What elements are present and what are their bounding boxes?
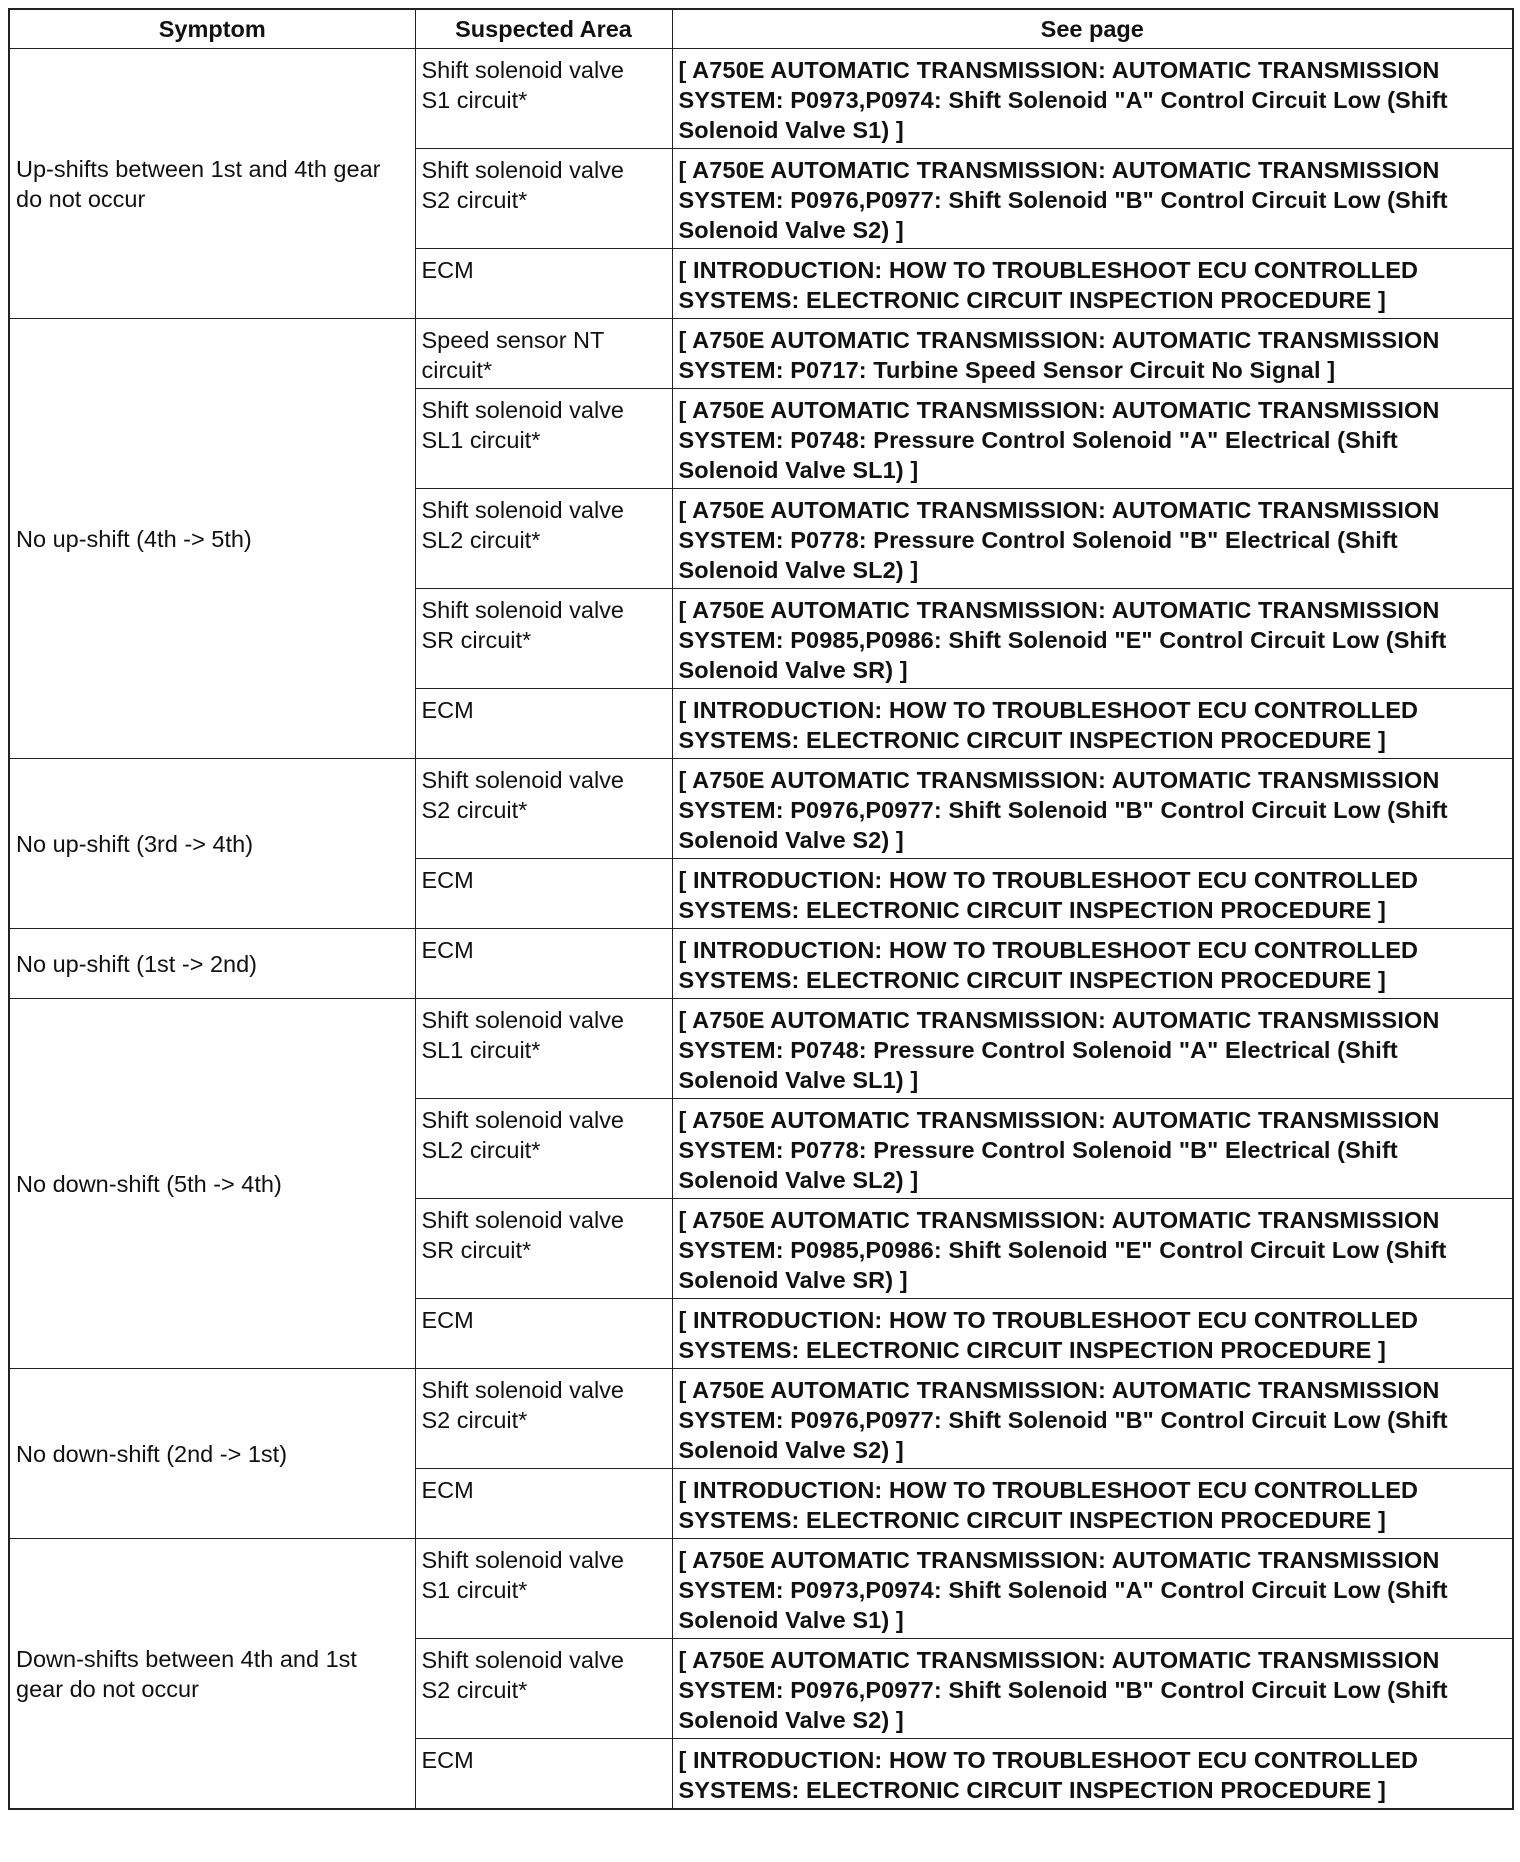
suspected-area-cell [415,1099,672,1199]
see-page-text: Solenoid Valve SR) ] [678,1267,908,1293]
see-page-text: Solenoid Valve S2) ] [678,1707,904,1733]
see-page-text: Solenoid Valve S1) ] [678,117,904,143]
symptom-cell [9,319,415,759]
see-page-link[interactable] [672,1639,1513,1739]
suspected-area-cell [415,1299,672,1369]
suspected-area-cell [415,389,672,489]
see-page-text: [ A750E AUTOMATIC TRANSMISSION: AUTOMATIC TRANSMISSION [678,1647,1440,1673]
suspected-area-text: ECM [421,867,474,893]
see-page-link[interactable] [672,389,1513,489]
suspected-area-cell [415,1469,672,1539]
see-page-link[interactable] [672,49,1513,149]
suspected-area-text: S2 circuit* [421,1677,528,1703]
see-page-text: [ INTRODUCTION: HOW TO TROUBLESHOOT ECU CONTROLLED [678,937,1419,963]
suspected-area-text: Speed sensor NT [421,327,605,353]
see-page-text: [ A750E AUTOMATIC TRANSMISSION: AUTOMATIC TRANSMISSION [678,327,1440,353]
suspected-area-cell [415,859,672,929]
see-page-text: SYSTEM: P0976,P0977: Shift Solenoid "B" Control Circuit Low (Shift [678,1677,1448,1703]
see-page-link[interactable] [672,1539,1513,1639]
see-page-link[interactable] [672,1369,1513,1469]
suspected-area-cell [415,929,672,999]
see-page-link[interactable] [672,999,1513,1099]
suspected-area-text: SR circuit* [421,627,532,653]
see-page-text: [ INTRODUCTION: HOW TO TROUBLESHOOT ECU CONTROLLED [678,697,1419,723]
see-page-text: [ A750E AUTOMATIC TRANSMISSION: AUTOMATIC TRANSMISSION [678,57,1440,83]
see-page-link[interactable] [672,759,1513,859]
see-page-text: Solenoid Valve S2) ] [678,217,904,243]
see-page-text: [ A750E AUTOMATIC TRANSMISSION: AUTOMATIC TRANSMISSION [678,497,1440,523]
suspected-area-cell [415,759,672,859]
suspected-area-text: SL2 circuit* [421,527,541,553]
suspected-area-text: Shift solenoid valve [421,1207,624,1233]
see-page-link[interactable] [672,249,1513,319]
suspected-area-text: ECM [421,937,474,963]
see-page-text: Solenoid Valve SL1) ] [678,457,919,483]
suspected-area-text: Shift solenoid valve [421,397,624,423]
symptom-text: No up-shift (4th -> 5th) [16,525,252,552]
suspected-area-cell [415,1739,672,1810]
see-page-text: SYSTEM: P0748: Pressure Control Solenoid "A" Electrical (Shift [678,1037,1398,1063]
see-page-text: [ A750E AUTOMATIC TRANSMISSION: AUTOMATIC TRANSMISSION [678,397,1440,423]
suspected-area-cell [415,1199,672,1299]
suspected-area-text: ECM [421,697,474,723]
symptom-cell [9,49,415,319]
see-page-text: [ A750E AUTOMATIC TRANSMISSION: AUTOMATIC TRANSMISSION [678,1107,1440,1133]
see-page-text: Solenoid Valve S2) ] [678,827,904,853]
table-row [9,1369,1513,1469]
suspected-area-text: Shift solenoid valve [421,157,624,183]
see-page-text: SYSTEMS: ELECTRONIC CIRCUIT INSPECTION PROCEDURE ] [678,1337,1386,1363]
see-page-text: SYSTEMS: ELECTRONIC CIRCUIT INSPECTION PROCEDURE ] [678,1507,1386,1533]
table-row [9,999,1513,1099]
see-page-text: Solenoid Valve SL1) ] [678,1067,919,1093]
suspected-area-cell [415,249,672,319]
see-page-text: [ A750E AUTOMATIC TRANSMISSION: AUTOMATIC TRANSMISSION [678,597,1440,623]
suspected-area-text: S2 circuit* [421,797,528,823]
suspected-area-cell [415,489,672,589]
see-page-text: [ INTRODUCTION: HOW TO TROUBLESHOOT ECU CONTROLLED [678,1307,1419,1333]
see-page-text: [ A750E AUTOMATIC TRANSMISSION: AUTOMATIC TRANSMISSION [678,1207,1440,1233]
see-page-text: SYSTEM: P0778: Pressure Control Solenoid "B" Electrical (Shift [678,527,1398,553]
see-page-link[interactable] [672,1739,1513,1810]
symptom-text: No down-shift (5th -> 4th) [16,1170,282,1197]
see-page-text: SYSTEMS: ELECTRONIC CIRCUIT INSPECTION PROCEDURE ] [678,727,1386,753]
symptom-text: Down-shifts between 4th and 1st [16,1645,357,1672]
see-page-text: [ INTRODUCTION: HOW TO TROUBLESHOOT ECU CONTROLLED [678,257,1419,283]
see-page-link[interactable] [672,149,1513,249]
header-row [9,9,1513,49]
suspected-area-text: Shift solenoid valve [421,57,624,83]
suspected-area-text: Shift solenoid valve [421,1647,624,1673]
suspected-area-cell [415,999,672,1099]
suspected-area-text: Shift solenoid valve [421,597,624,623]
header-suspected-area: Suspected Area [415,9,672,49]
suspected-area-text: Shift solenoid valve [421,1107,624,1133]
see-page-link[interactable] [672,929,1513,999]
see-page-text: SYSTEM: P0976,P0977: Shift Solenoid "B" Control Circuit Low (Shift [678,187,1448,213]
symptom-text: do not occur [16,185,146,212]
suspected-area-text: ECM [421,1477,474,1503]
symptom-text: No down-shift (2nd -> 1st) [16,1440,288,1467]
symptom-text: No up-shift (1st -> 2nd) [16,950,257,977]
suspected-area-text: S1 circuit* [421,1577,528,1603]
header-see-page: See page [672,9,1513,49]
symptom-cell [9,999,415,1369]
symptom-text: gear do not occur [16,1675,199,1702]
header-symptom: Symptom [9,9,415,49]
symptom-cell [9,759,415,929]
suspected-area-cell [415,149,672,249]
see-page-text: SYSTEM: P0973,P0974: Shift Solenoid "A" Control Circuit Low (Shift [678,87,1448,113]
see-page-text: SYSTEM: P0976,P0977: Shift Solenoid "B" Control Circuit Low (Shift [678,1407,1448,1433]
see-page-text: SYSTEM: P0778: Pressure Control Solenoid "B" Electrical (Shift [678,1137,1398,1163]
see-page-text: SYSTEM: P0985,P0986: Shift Solenoid "E" Control Circuit Low (Shift [678,627,1447,653]
table-row [9,929,1513,999]
suspected-area-text: SL1 circuit* [421,427,541,453]
troubleshooting-sheet [8,8,1512,1810]
suspected-area-text: Shift solenoid valve [421,1547,624,1573]
see-page-link[interactable] [672,1099,1513,1199]
symptom-text: No up-shift (3rd -> 4th) [16,830,254,857]
see-page-link[interactable] [672,1469,1513,1539]
see-page-text: [ A750E AUTOMATIC TRANSMISSION: AUTOMATIC TRANSMISSION [678,767,1440,793]
see-page-text: SYSTEMS: ELECTRONIC CIRCUIT INSPECTION PROCEDURE ] [678,1777,1386,1803]
table-row [9,759,1513,859]
symptom-cell [9,1369,415,1539]
table-row [9,49,1513,149]
suspected-area-text: SL1 circuit* [421,1037,541,1063]
see-page-text: Solenoid Valve S2) ] [678,1437,904,1463]
suspected-area-text: ECM [421,257,474,283]
see-page-text: SYSTEMS: ELECTRONIC CIRCUIT INSPECTION PROCEDURE ] [678,897,1386,923]
see-page-text: Solenoid Valve SL2) ] [678,1167,919,1193]
table-body [9,49,1513,1810]
suspected-area-text: circuit* [421,357,493,383]
suspected-area-text: ECM [421,1747,474,1773]
symptom-table [8,8,1514,1810]
see-page-link[interactable] [672,689,1513,759]
see-page-text: Solenoid Valve SL2) ] [678,557,919,583]
see-page-text: Solenoid Valve S1) ] [678,1607,904,1633]
suspected-area-text: ECM [421,1307,474,1333]
see-page-text: SYSTEM: P0717: Turbine Speed Sensor Circuit No Signal ] [678,357,1336,383]
suspected-area-cell [415,689,672,759]
suspected-area-cell [415,49,672,149]
see-page-link[interactable] [672,859,1513,929]
see-page-text: [ A750E AUTOMATIC TRANSMISSION: AUTOMATIC TRANSMISSION [678,1547,1440,1573]
see-page-link[interactable] [672,319,1513,389]
suspected-area-cell [415,1539,672,1639]
suspected-area-text: Shift solenoid valve [421,497,624,523]
suspected-area-cell [415,319,672,389]
suspected-area-cell [415,589,672,689]
suspected-area-cell [415,1369,672,1469]
table-row [9,1539,1513,1639]
symptom-text: Up-shifts between 1st and 4th gear [16,155,381,182]
suspected-area-text: S2 circuit* [421,1407,528,1433]
see-page-text: [ INTRODUCTION: HOW TO TROUBLESHOOT ECU CONTROLLED [678,1747,1419,1773]
see-page-text: [ INTRODUCTION: HOW TO TROUBLESHOOT ECU CONTROLLED [678,867,1419,893]
see-page-text: [ INTRODUCTION: HOW TO TROUBLESHOOT ECU CONTROLLED [678,1477,1419,1503]
see-page-text: SYSTEM: P0985,P0986: Shift Solenoid "E" Control Circuit Low (Shift [678,1237,1447,1263]
see-page-link[interactable] [672,489,1513,589]
see-page-text: SYSTEM: P0976,P0977: Shift Solenoid "B" Control Circuit Low (Shift [678,797,1448,823]
suspected-area-text: SR circuit* [421,1237,532,1263]
table-row [9,319,1513,389]
see-page-text: SYSTEMS: ELECTRONIC CIRCUIT INSPECTION PROCEDURE ] [678,287,1386,313]
suspected-area-cell [415,1639,672,1739]
see-page-text: SYSTEMS: ELECTRONIC CIRCUIT INSPECTION PROCEDURE ] [678,967,1386,993]
suspected-area-text: S1 circuit* [421,87,528,113]
suspected-area-text: SL2 circuit* [421,1137,541,1163]
see-page-text: Solenoid Valve SR) ] [678,657,908,683]
suspected-area-text: Shift solenoid valve [421,1007,624,1033]
suspected-area-text: S2 circuit* [421,187,528,213]
suspected-area-text: Shift solenoid valve [421,767,624,793]
symptom-cell [9,1539,415,1810]
see-page-text: SYSTEM: P0973,P0974: Shift Solenoid "A" Control Circuit Low (Shift [678,1577,1448,1603]
suspected-area-text: Shift solenoid valve [421,1377,624,1403]
symptom-cell [9,929,415,999]
see-page-link[interactable] [672,589,1513,689]
see-page-link[interactable] [672,1299,1513,1369]
see-page-text: [ A750E AUTOMATIC TRANSMISSION: AUTOMATIC TRANSMISSION [678,1007,1440,1033]
see-page-text: [ A750E AUTOMATIC TRANSMISSION: AUTOMATIC TRANSMISSION [678,1377,1440,1403]
see-page-text: SYSTEM: P0748: Pressure Control Solenoid "A" Electrical (Shift [678,427,1398,453]
see-page-text: [ A750E AUTOMATIC TRANSMISSION: AUTOMATIC TRANSMISSION [678,157,1440,183]
see-page-link[interactable] [672,1199,1513,1299]
